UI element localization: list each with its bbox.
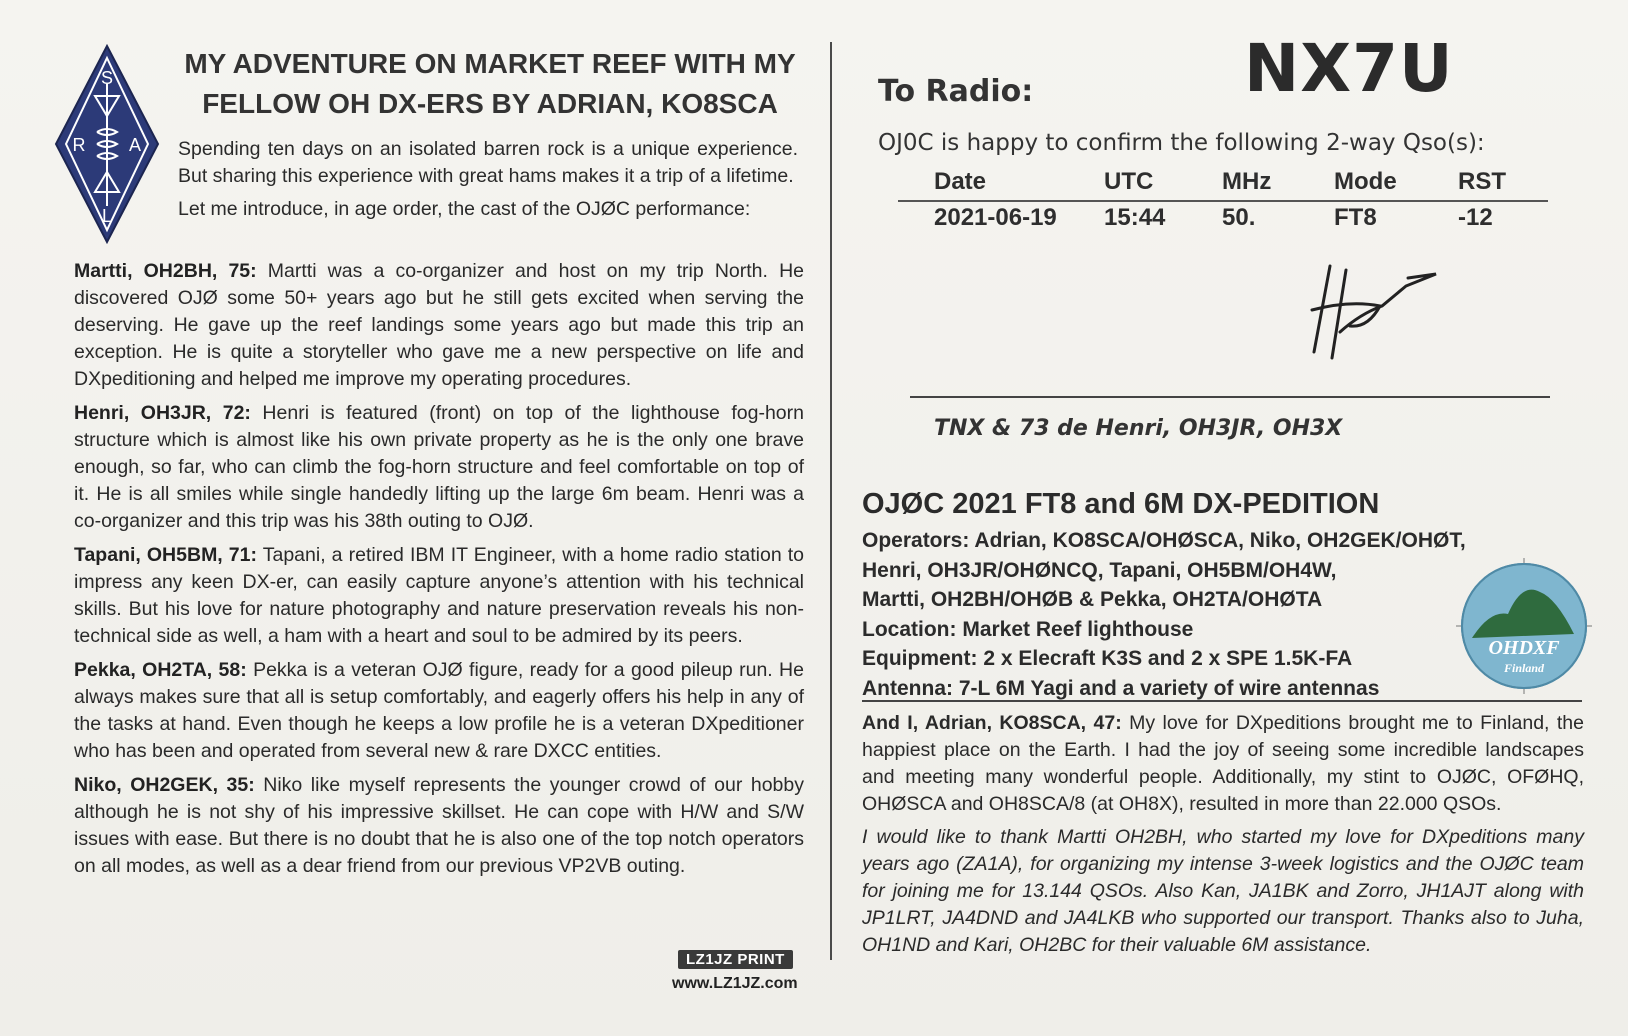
bio-henri: [74, 400, 804, 535]
header-mode: Mode: [1334, 168, 1458, 201]
bio-name: Pekka, OH2TA, 58:: [74, 659, 247, 681]
bio-text: Martti was a co-organizer and host on my trip North. He discovered OJØ some 50+ years ago but he still gets excited when serving the deserving. He gave up the reef landings some years ago but made this trip an exception. He is quite a storyteller who gave me a new perspective on life and DXpeditioning and helped me improve my operating procedures.: [74, 260, 804, 390]
detail-operators-3: Martti, OH2BH/OHØB & Pekka, OH2TA/OHØTA: [862, 588, 1323, 611]
header-date: Date: [898, 168, 1104, 201]
ko8sca-text: My love for DXpeditions brought me to Finland, the happiest place on the Earth. I had the joy of seeing some incredible landscapes and meeting many wonderful people. Additionally, my stint to OJØC, OFØHQ, OHØSCA and OH8SCA/8 (at OH8X), resulted in more than 22.000 QSOs.: [862, 712, 1584, 815]
bio-niko: [74, 772, 804, 880]
to-radio-label: To Radio:: [878, 74, 1034, 109]
bio-martti: [74, 258, 804, 393]
qso-table: [898, 168, 1548, 232]
logo-letter-l: L: [101, 206, 113, 226]
intro-cast-line: Let me introduce, in age order, the cast of the OJØC performance:: [178, 198, 751, 220]
bio-tapani: [74, 542, 804, 650]
tnx-line: TNX & 73 de Henri, OH3JR, OH3X: [934, 416, 1343, 441]
bio-name: Tapani, OH5BM, 71:: [74, 544, 257, 566]
bio-text: Niko like myself represents the younger crowd of our hobby although he is not shy of his impressive skillset. He can cope with H/W and S/W issues with ease. But there is no doubt that he is also one of the top notch operators on all modes, as well as a dear friend from our previous VP2VB outing.: [74, 774, 804, 877]
article-intro: [178, 136, 798, 229]
header-utc: UTC: [1104, 168, 1222, 201]
cell-rst: -12: [1458, 204, 1493, 231]
bio-text: Tapani, a retired IBM IT Engineer, with a home radio station to impress any keen DX-er, can easily capture anyone’s attention with his technical skills. But his love for nature photography and nature preservation reveals his non-technical side as well, a ham with a heart and soul to be admired by its peers.: [74, 544, 805, 647]
qso-header-row: [898, 168, 1548, 201]
ko8sca-paragraph: [862, 710, 1584, 818]
detail-operators-2: Henri, OH3JR/OHØNCQ, Tapani, OH5BM/OH4W,: [862, 558, 1337, 582]
detail-antenna: Antenna: 7-L 6M Yagi and a variety of wire antennas: [862, 676, 1380, 700]
signature-line: [910, 396, 1550, 398]
logo-letter-a: A: [128, 135, 142, 155]
expedition-underline: [862, 700, 1582, 702]
printer-url[interactable]: www.LZ1JZ.com: [672, 975, 798, 992]
logo-letter-s: S: [100, 68, 114, 88]
cell-mhz: 50.: [1222, 204, 1256, 231]
bio-name: Niko, OH2GEK, 35:: [74, 774, 255, 796]
ohdxf-name: OHDXF: [1488, 637, 1560, 659]
confirm-text: OJ0C is happy to confirm the following 2-way Qso(s):: [878, 130, 1485, 156]
sral-logo: [52, 44, 162, 244]
cell-utc: 15:44: [1104, 204, 1166, 231]
header-rst: RST: [1458, 168, 1548, 201]
handwritten-signature: [1310, 248, 1470, 368]
cell-date: 2021-06-19: [934, 204, 1057, 231]
intro-paragraph: Spending ten days on an isolated barren rock is a unique experience. But sharing this experience with great hams makes it a trip of a lifetime.: [178, 138, 798, 187]
expedition-title: OJØC 2021 FT8 and 6M DX-PEDITION: [862, 488, 1380, 520]
bio-name: Henri, OH3JR, 72:: [74, 402, 251, 424]
cell-mode: FT8: [1334, 204, 1377, 231]
detail-equipment: Equipment: 2 x Elecraft K3S and 2 x SPE 1.5K-FA: [862, 647, 1353, 670]
thanks-paragraph: I would like to thank Martti OH2BH, who started my love for DXpeditions many years ago (ZA1A), for organizing my intense 3-week logistics and the OJØC team for joining me for 13.144 QSOs. Also Kan, JA1BK and Zorro, JH1AJT along with JP1LRT, JA4DND and JA4LKB who supported our transport. Thanks also to Juha, OH1ND and Kari, OH2BC for their valuable 6M assistance.: [862, 826, 1584, 956]
ko8sca-name: And I, Adrian, KO8SCA, 47:: [862, 712, 1122, 734]
bio-name: Martti, OH2BH, 75:: [74, 260, 257, 282]
printer-badge: LZ1JZ PRINT: [678, 950, 793, 969]
callsign: NX7U: [1244, 30, 1454, 107]
header-mhz: MHz: [1222, 168, 1334, 201]
column-divider: [830, 42, 832, 960]
ohdxf-country: Finland: [1503, 661, 1545, 675]
detail-operators-1: Operators: Adrian, KO8SCA/OHØSCA, Niko, OH2GEK/OHØT,: [862, 529, 1466, 552]
cast-bios: [74, 258, 804, 887]
article-title: MY ADVENTURE ON MARKET REEF WITH MY FELLOW OH DX-ERS BY ADRIAN, KO8SCA: [184, 48, 796, 119]
detail-location: Location: Market Reef lighthouse: [862, 617, 1194, 641]
bio-pekka: [74, 657, 804, 765]
logo-letter-r: R: [72, 135, 86, 155]
bio-text: Henri is featured (front) on top of the lighthouse fog-horn structure which is almost like his own private property as he is the only one brave enough, so far, who can climb the fog-horn structure and feel comfortable on top of it. He is all smiles while single handedly lifting up the large 6m beam. Henri was a co-organizer and this trip was his 38th outing to OJØ.: [74, 402, 804, 532]
bio-text: Pekka is a veteran OJØ figure, ready for a good pileup run. He always makes sure that all is setup comfortably, and eagerly offers his help in any of the tasks at hand. Even though he keeps a low profile he is a veteran DXpeditioner who has been and operated from several new & rare DXCC entities.: [74, 659, 804, 762]
ohdxf-logo: [1456, 558, 1592, 694]
table-row: [898, 201, 1548, 232]
